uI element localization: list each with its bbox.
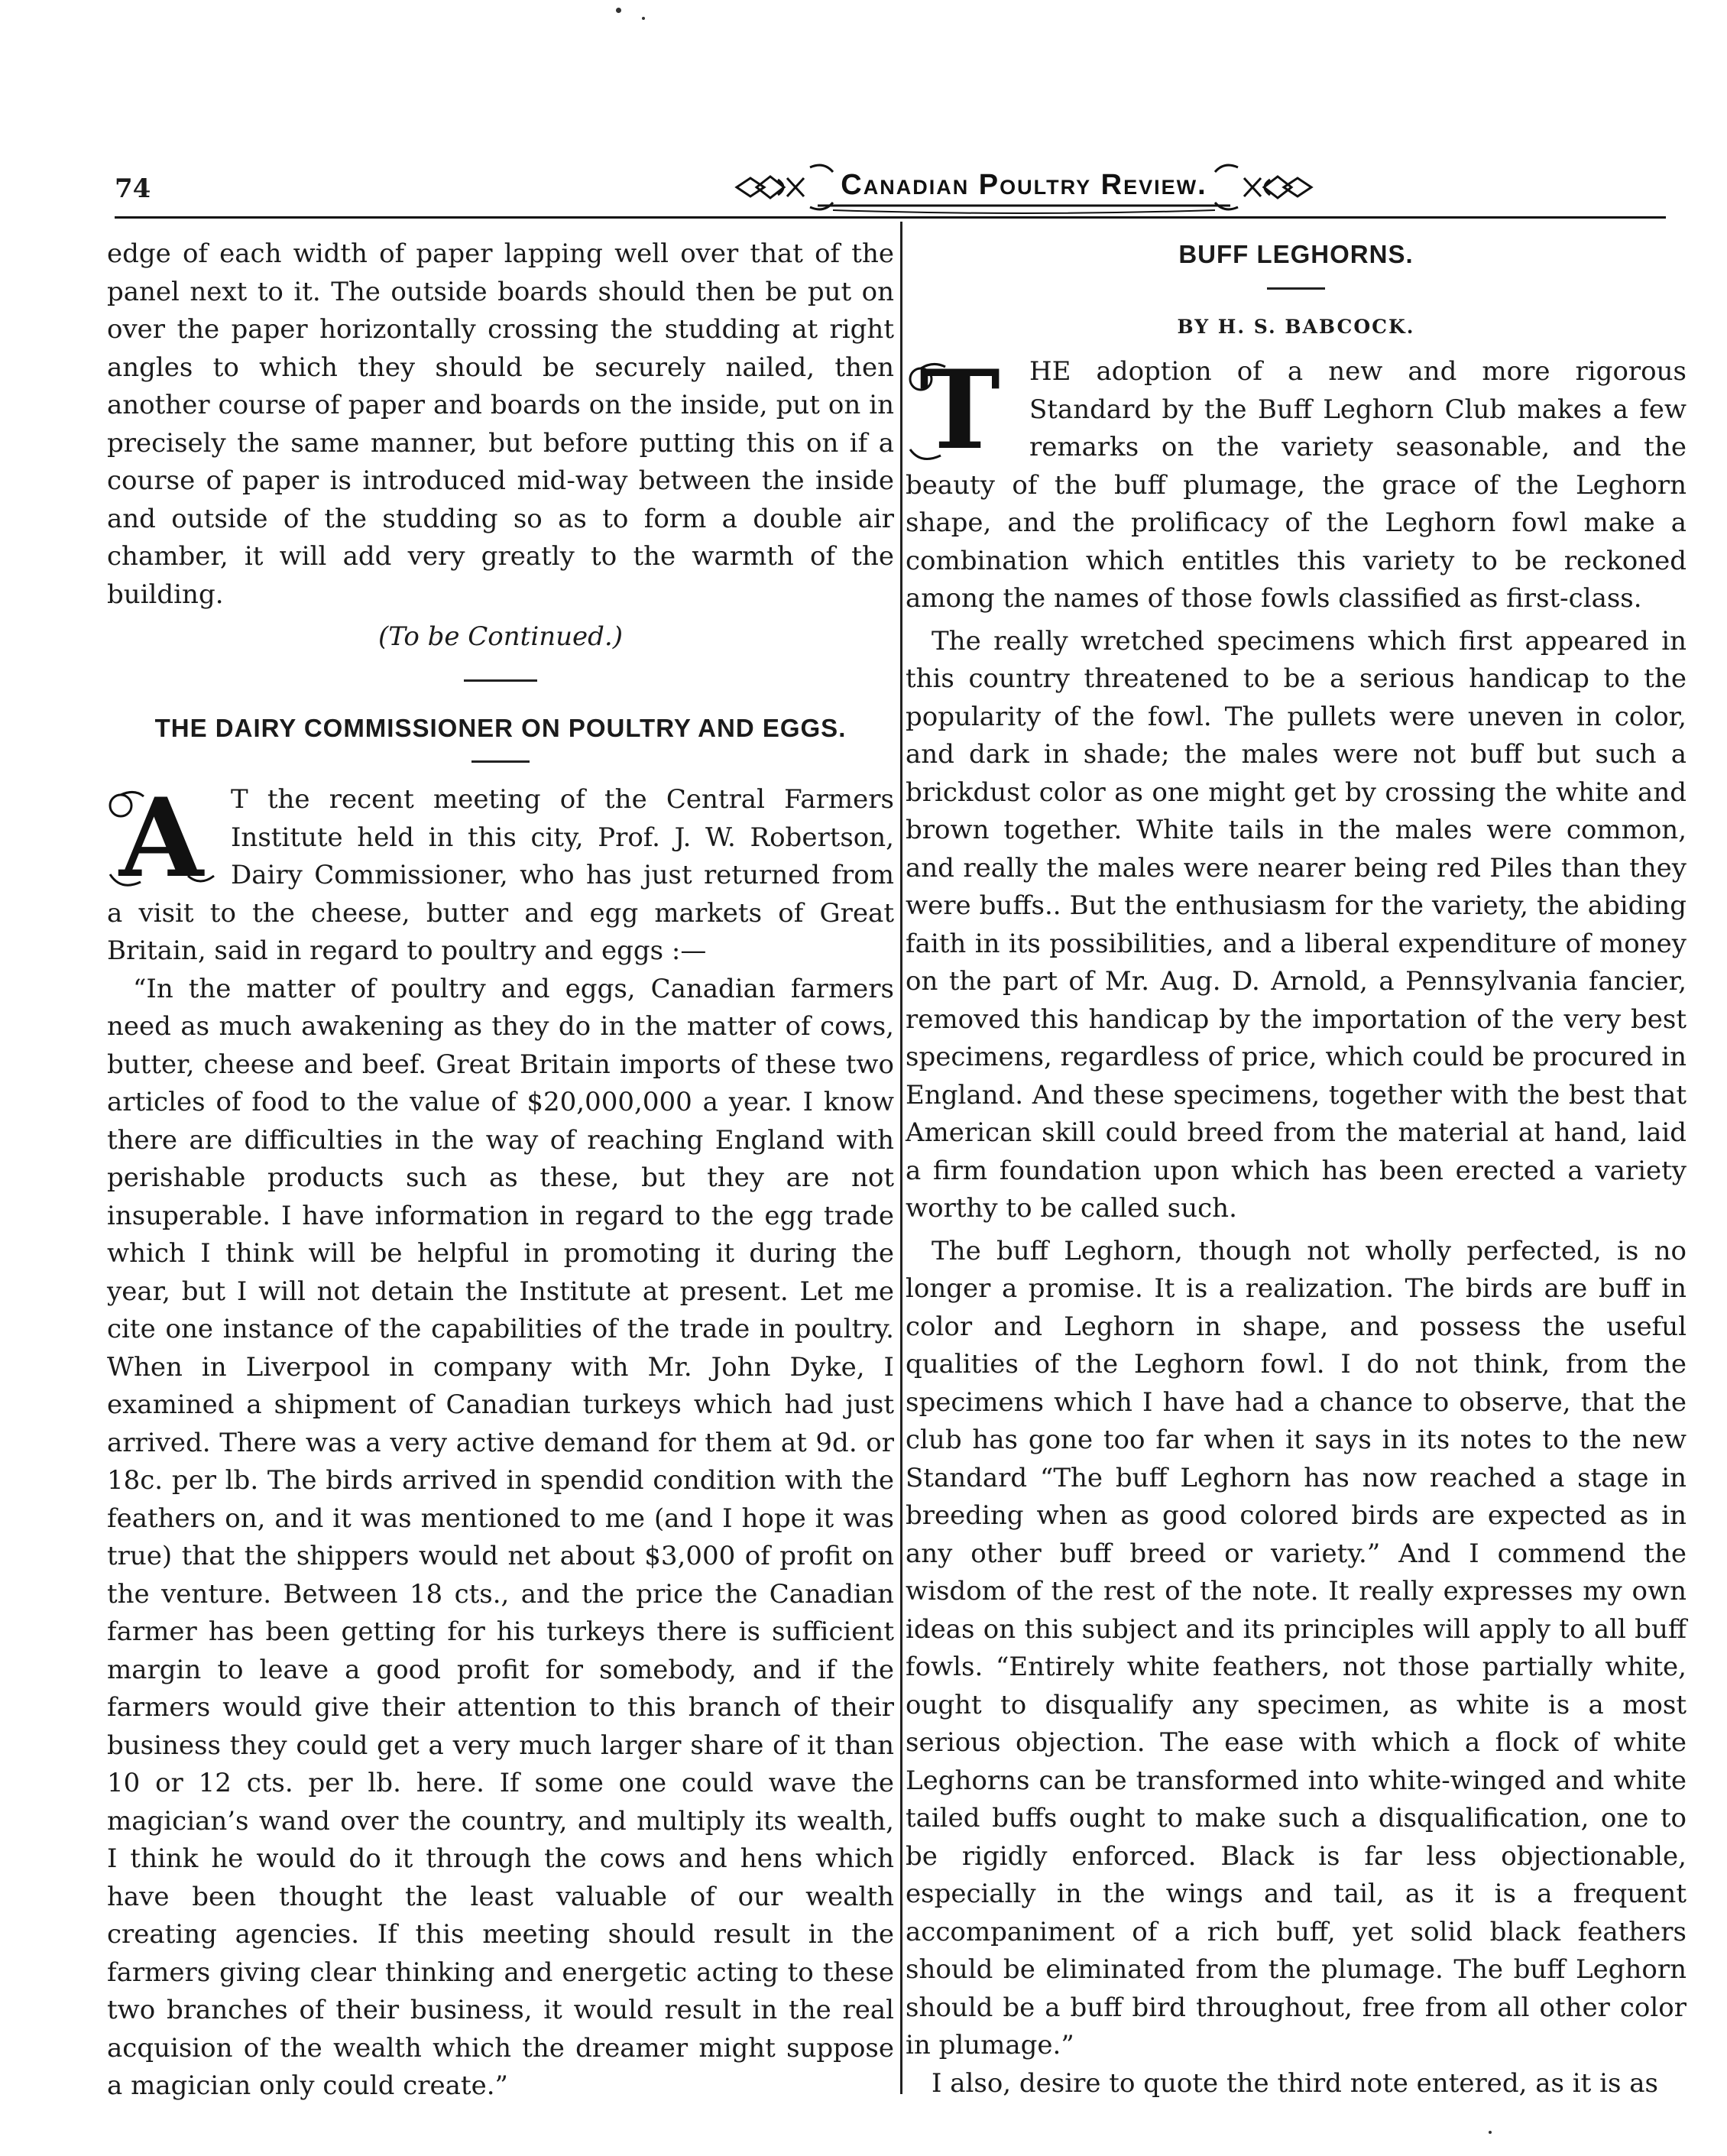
- heading-rule: [471, 760, 530, 763]
- dropcap-a: [104, 775, 219, 902]
- heading-rule: [1267, 287, 1325, 290]
- header-rule: [115, 216, 1666, 219]
- article-first-paragraph: [107, 775, 894, 971]
- left-column: [107, 235, 894, 2106]
- dropcap-letter-a: A: [118, 775, 204, 902]
- body-paragraph: The buff Leghorn, though not wholly perfected, is no longer a promise. It is a realization. The birds are buff in color and Leghorn in shape, and possess the useful qualities of the Leghorn fowl. I do not think, from the specimens which I have had a chance to observe, that the club has gone too far when it says in its notes to the new Standard “The buff Leghorn has now reached a stage in breeding when as good colored birds are expected as in any other buff breed or variety.” And I commend the wisdom of the rest of the note. It really expresses my own ideas on this subject and its principles will apply to all buff fowls. “Entirely white feathers, not those partially white, ought to disqualify any specimen, as white is a most serious objection. The ease with which a flock of white Leghorns can be transformed into white-winged and white tailed buffs ought to make such a disqualification, one to be rigidly enforced. Black is far less objectionable, especially in the wings and tail, as it is a frequent accompaniment of a rich buff, yet solid black feathers should be eliminated from the plumage. The buff Leghorn should be a buff bird throughout, free from all other color in plumage.”: [906, 1235, 1686, 2060]
- column-divider: [900, 222, 902, 2094]
- right-column: [906, 235, 1686, 2103]
- article-heading-buff-leghorns: BUFF LEGHORNS.: [1178, 240, 1414, 268]
- body-paragraph: I also, desire to quote the third note entered, as it is as: [932, 2067, 1658, 2099]
- print-speck: [1489, 2131, 1492, 2134]
- print-speck: [616, 8, 621, 13]
- dropcap-t: [902, 347, 1017, 474]
- continued-note: (To be Continued.): [378, 621, 623, 652]
- section-rule: [464, 679, 537, 682]
- quote-paragraph: “In the matter of poultry and eggs, Canadian farmers need as much awakening as they do in the matter of cows, butter, cheese and beef. Great Britain imports of these two articles of food to the value of $20,000,000 a year. I know there are difficulties in the way of reaching England with perishable products such as these, but they are not insuperable. I have information in regard to the egg trade which I think will be helpful in promoting it during the year, but I will not detain the Institute at present. Let me cite one instance of the capabilities of the trade in poultry. When in Liverpool in company with Mr. John Dyke, I examined a shipment of Canadian turkeys which had just arrived. There was a very active demand for them at 9d. or 18c. per lb. The birds arrived in spendid condition with the feathers on, and it was mentioned to me (and I hope it was true) that the shippers would net about $3,000 of profit on the venture. Between 18 cts., and the price the Canadian farmer has been getting for his turkeys there is sufficient margin to leave a good profit for somebody, and if the farmers would give their attention to this branch of their business they could get a very much larger share of it than 10 or 12 cts. per lb. here. If some one could wave the magician’s wand over the country, and multiply its wealth, I think he would do it through the cows and hens which have been thought the least valuable of our wealth creating agencies. If this meeting should result in the farmers giving clear thinking and energetic acting to these two branches of their business, it would result in the real acquision of the wealth which the dreamer might suppose a magician only could create.”: [107, 973, 894, 2101]
- masthead-title: Canadian Poultry Review.: [841, 169, 1207, 201]
- masthead: [734, 157, 1314, 218]
- print-speck: [642, 17, 645, 20]
- continuation-paragraph: edge of each width of paper lapping well over that of the panel next to it. The outside boards should then be put on over the paper horizontally crossing the studding at right angles to which they should be securely nailed, then another course of paper and boards on the inside, put on in precisely the same manner, but before putting this on if a course of paper is introduced mid-way between the inside and outside of the studding so as to form a double air chamber, it will add very greatly to the warmth of the building.: [107, 238, 894, 610]
- dropcap-letter-t: T: [919, 347, 1000, 474]
- page-number: 74: [115, 173, 151, 204]
- article-first-paragraph-text: T the recent meeting of the Central Farmers Institute held in this city, Prof. J. W. Robertson, Dairy Commissioner, who has just returned from a visit to the cheese, butter and egg markets of Great Britain, said in regard to poultry and eggs :—: [107, 784, 894, 966]
- article-first-paragraph-text: HE adoption of a new and more rigorous Standard by the Buff Leghorn Club makes a few remarks on the variety seasonable, and the beauty of the buff plumage, the grace of the Leghorn shape, and the prolificacy of the Leghorn fowl make a combination which entitles this variety to be reckoned among the names of those fowls classified as first-class.: [906, 356, 1686, 614]
- page-header: [115, 157, 1666, 218]
- article-byline: BY H. S. BABCOCK.: [1177, 315, 1415, 338]
- article-heading-dairy: THE DAIRY COMMISSIONER ON POULTRY AND EGGS.: [154, 713, 847, 742]
- body-paragraph: The really wretched specimens which first appeared in this country threatened to be a serious handicap to the popularity of the fowl. The pullets were uneven in color, and dark in shade; the males were not buff but such a brickdust color as one might get by crossing the white and brown together. White tails in the males were common, and really the males were nearer being red Piles than they were buffs.. But the enthusiasm for the variety, the abiding faith in its possibilities, and a liberal expenditure of money on the part of Mr. Aug. D. Arnold, a Pennsylvania fancier, removed this handicap by the importation of the very best specimens, regardless of price, which could be procured in England. And these specimens, together with the best that American skill could breed from the material at hand, laid a firm foundation upon which has been erected a variety worthy to be called such.: [906, 625, 1686, 1224]
- article-first-paragraph: [906, 347, 1686, 618]
